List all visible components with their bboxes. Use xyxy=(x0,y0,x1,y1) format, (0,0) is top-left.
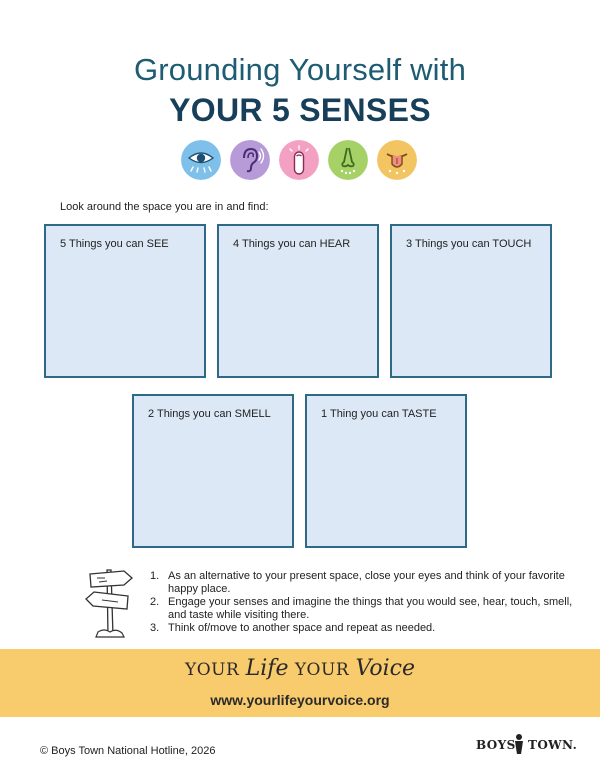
boy-figure-icon xyxy=(512,733,526,755)
boys-town-logo: BOYS TOWN. xyxy=(476,733,568,755)
list-item: 1. As an alternative to your present space, close your eyes and think of your favorite happy place. xyxy=(150,570,565,595)
hear-box-label: 4 Things you can HEAR xyxy=(233,238,351,250)
see-box[interactable] xyxy=(44,224,206,378)
nose-icon xyxy=(328,140,368,180)
see-box-label: 5 Things you can SEE xyxy=(60,238,169,250)
smell-box[interactable] xyxy=(132,394,294,548)
copyright-text: © Boys Town National Hotline, 2026 xyxy=(40,745,216,757)
touch-box[interactable] xyxy=(390,224,552,378)
touch-box-label: 3 Things you can TOUCH xyxy=(406,238,532,250)
eye-icon xyxy=(181,140,221,180)
senses-icon-row xyxy=(181,140,421,182)
brand-wordmark: YOUR Life YOUR Voice xyxy=(185,656,415,681)
hear-box[interactable] xyxy=(217,224,379,378)
website-link[interactable]: www.yourlifeyourvoice.org xyxy=(210,692,390,708)
signpost-icon xyxy=(80,566,140,640)
tongue-icon xyxy=(377,140,417,180)
intro-text: Look around the space you are in and find: xyxy=(60,201,269,213)
taste-box[interactable] xyxy=(305,394,467,548)
finger-touch-icon xyxy=(279,140,319,180)
list-item: 3. Think of/move to another space and repeat as needed. xyxy=(150,622,436,634)
page-title: Grounding Yourself with xyxy=(133,52,467,87)
taste-box-label: 1 Thing you can TASTE xyxy=(321,408,437,420)
ear-icon xyxy=(230,140,270,180)
steps-list xyxy=(150,570,575,635)
list-item: 2. Engage your senses and imagine the things that you would see, hear, touch, smell, and taste while visiting there. xyxy=(150,596,573,621)
smell-box-label: 2 Things you can SMELL xyxy=(148,408,271,420)
page-subtitle: YOUR 5 SENSES xyxy=(169,92,431,128)
